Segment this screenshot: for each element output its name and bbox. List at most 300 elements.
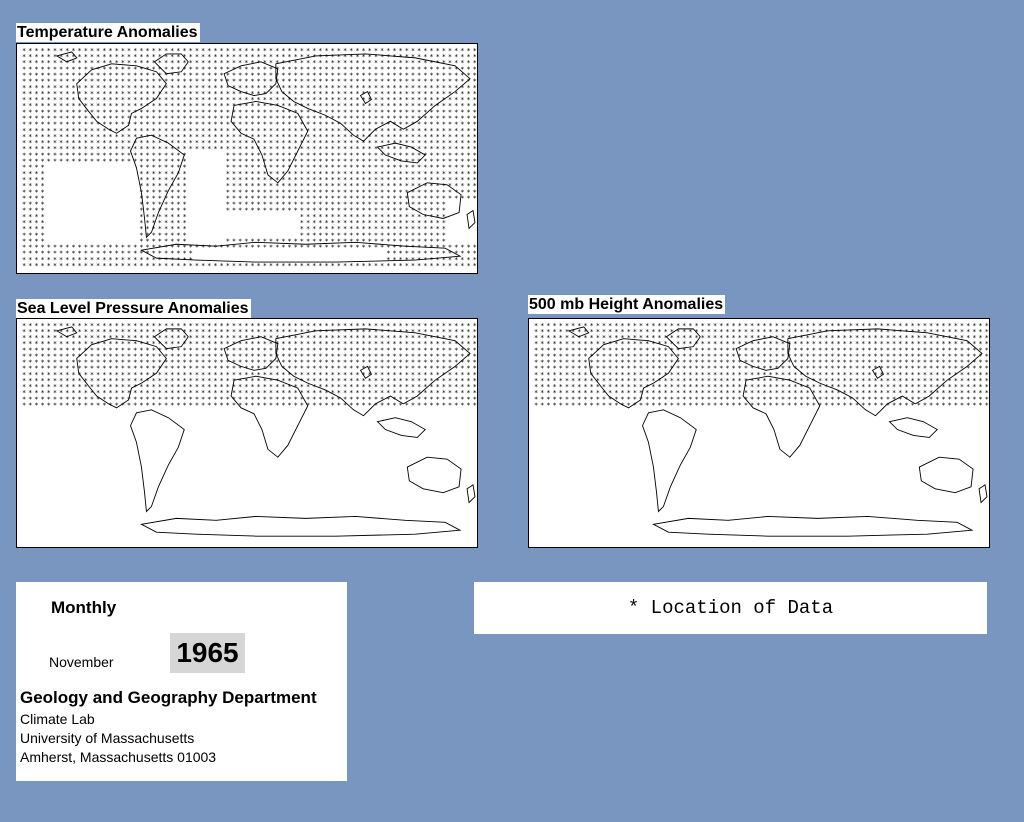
data-marker: *	[213, 376, 218, 385]
data-marker: *	[34, 163, 39, 172]
data-marker: *	[21, 231, 27, 240]
data-marker: *	[305, 102, 311, 111]
data-marker: *	[404, 157, 409, 166]
data-marker: *	[454, 340, 459, 349]
data-marker: *	[392, 188, 397, 197]
data-marker: *	[466, 145, 471, 154]
data-marker: *	[213, 89, 218, 98]
data-marker: *	[262, 151, 267, 160]
data-marker: *	[324, 389, 329, 398]
data-marker: *	[157, 262, 162, 271]
data-marker: *	[780, 364, 786, 373]
data-marker: *	[466, 126, 471, 135]
data-marker: *	[182, 145, 187, 154]
data-marker: *	[102, 249, 107, 258]
data-marker: *	[349, 169, 354, 178]
data-marker: *	[577, 376, 582, 385]
data-marker: *	[324, 206, 329, 215]
data-marker: *	[694, 328, 699, 336]
data-marker: *	[571, 364, 576, 373]
data-marker: *	[34, 231, 39, 240]
data-marker: *	[114, 46, 119, 55]
data-marker: *	[157, 206, 162, 215]
data-marker: *	[305, 243, 311, 252]
data-marker: *	[28, 219, 33, 228]
data-marker: *	[725, 401, 730, 410]
data-marker: *	[404, 249, 409, 258]
data-marker: *	[756, 340, 761, 349]
data-marker: *	[466, 169, 471, 178]
data-marker: *	[460, 157, 465, 166]
data-marker: *	[244, 46, 249, 55]
data-marker: *	[836, 370, 841, 379]
data-marker: *	[626, 370, 631, 379]
data-marker: *	[312, 182, 317, 191]
data-marker: *	[404, 364, 409, 373]
data-marker: *	[34, 169, 39, 178]
data-marker: *	[435, 157, 440, 166]
data-marker: *	[380, 114, 385, 123]
data-marker: *	[102, 59, 107, 68]
data-marker: *	[163, 176, 169, 184]
data-marker: *	[916, 401, 921, 410]
data-marker: *	[373, 188, 379, 197]
data-marker: *	[682, 376, 687, 385]
data-marker: *	[669, 346, 674, 355]
data-marker: *	[367, 231, 372, 240]
data-marker: *	[256, 262, 261, 271]
data-marker: *	[380, 389, 385, 398]
data-marker: *	[892, 370, 897, 379]
data-marker: *	[386, 225, 391, 234]
data-marker: *	[867, 321, 872, 330]
data-marker: *	[120, 389, 125, 398]
data-marker: *	[460, 358, 465, 367]
data-marker: *	[589, 340, 594, 349]
data-marker: *	[386, 59, 391, 68]
data-marker: *	[947, 352, 952, 361]
data-marker: *	[207, 352, 212, 361]
data-marker: *	[145, 139, 150, 148]
data-marker: *	[342, 194, 348, 203]
data-marker: *	[626, 401, 631, 410]
data-marker: *	[386, 255, 391, 264]
data-marker: *	[145, 376, 150, 385]
data-marker: *	[410, 328, 416, 336]
data-marker: *	[454, 83, 459, 92]
data-marker: *	[355, 212, 360, 221]
data-marker: *	[367, 182, 372, 191]
data-marker: *	[768, 346, 773, 355]
data-marker: *	[417, 321, 422, 330]
data-marker: *	[281, 262, 286, 271]
continent-outline	[404, 182, 461, 221]
data-marker: *	[330, 194, 335, 203]
data-marker: *	[238, 376, 243, 385]
data-marker: *	[417, 395, 422, 404]
data-marker: *	[466, 96, 471, 105]
data-marker: *	[768, 389, 773, 398]
data-marker: *	[262, 59, 267, 68]
data-marker: *	[805, 328, 810, 336]
data-marker: *	[120, 370, 125, 379]
data-marker: *	[59, 120, 64, 129]
data-marker: *	[836, 328, 841, 336]
data-marker: *	[102, 352, 107, 361]
data-marker: *	[410, 188, 416, 197]
data-marker: *	[429, 169, 434, 178]
data-marker: *	[398, 46, 403, 55]
data-marker: *	[700, 389, 705, 398]
data-marker: *	[194, 65, 200, 74]
data-marker: *	[182, 370, 187, 379]
data-marker: *	[349, 71, 354, 80]
data-marker: *	[256, 157, 261, 166]
data-marker: *	[910, 352, 915, 361]
data-marker: *	[466, 346, 471, 355]
data-marker: *	[139, 352, 144, 361]
data-marker: *	[904, 346, 909, 355]
data-marker: *	[706, 383, 712, 392]
data-marker: *	[145, 383, 150, 392]
data-marker: *	[380, 83, 385, 92]
data-marker: *	[145, 340, 150, 349]
data-marker: *	[46, 114, 51, 123]
data-marker: *	[398, 395, 403, 404]
data-marker: *	[638, 334, 644, 343]
data-marker: *	[256, 77, 261, 86]
data-marker: *	[305, 46, 311, 55]
data-marker: *	[472, 120, 477, 129]
data-marker: *	[472, 83, 477, 92]
data-marker: *	[170, 225, 175, 234]
data-marker: *	[89, 59, 95, 68]
data-marker: *	[89, 46, 95, 55]
data-marker: *	[417, 53, 422, 62]
data-marker: *	[398, 352, 403, 361]
data-marker: *	[768, 376, 773, 385]
data-marker: *	[799, 389, 804, 398]
data-marker: *	[163, 334, 169, 343]
data-marker: *	[324, 346, 329, 355]
data-marker: *	[546, 401, 551, 410]
data-marker: *	[392, 395, 397, 404]
data-marker: *	[441, 77, 446, 86]
data-marker: *	[170, 383, 175, 392]
data-marker: *	[460, 383, 465, 392]
data-marker: *	[225, 328, 230, 336]
data-marker: *	[89, 126, 95, 135]
data-marker: *	[824, 358, 829, 367]
data-marker: *	[601, 364, 607, 373]
data-marker: *	[225, 334, 230, 343]
data-marker: *	[460, 120, 465, 129]
data-marker: *	[787, 383, 792, 392]
data-marker: *	[472, 194, 477, 203]
data-marker: *	[861, 401, 866, 410]
data-marker: *	[59, 89, 64, 98]
data-marker: *	[238, 53, 243, 62]
data-marker: *	[552, 376, 557, 385]
data-marker: *	[386, 249, 391, 258]
data-marker: *	[447, 358, 453, 367]
data-marker: *	[454, 255, 459, 264]
data-marker: *	[176, 71, 181, 80]
data-marker: *	[423, 59, 428, 68]
data-marker: *	[743, 395, 749, 404]
data-marker: *	[466, 395, 471, 404]
data-marker: *	[830, 364, 835, 373]
data-marker: *	[435, 346, 440, 355]
data-marker: *	[281, 126, 286, 135]
data-marker: *	[170, 65, 175, 74]
data-marker: *	[219, 358, 224, 367]
data-marker: *	[441, 334, 446, 343]
data-marker: *	[429, 89, 434, 98]
data-marker: *	[46, 120, 51, 129]
data-marker: *	[361, 145, 366, 154]
data-marker: *	[244, 53, 249, 62]
data-marker: *	[423, 83, 428, 92]
data-marker: *	[386, 401, 391, 410]
data-marker: *	[824, 376, 829, 385]
data-marker: *	[750, 401, 755, 410]
data-marker: *	[910, 340, 915, 349]
data-marker: *	[219, 364, 224, 373]
data-marker: *	[176, 188, 181, 197]
data-marker: *	[392, 328, 397, 336]
data-marker: *	[743, 328, 749, 336]
data-marker: *	[398, 126, 403, 135]
data-marker: *	[275, 395, 280, 404]
data-marker: *	[194, 102, 200, 111]
data-marker: *	[34, 219, 39, 228]
data-marker: *	[34, 132, 39, 141]
data-marker: *	[71, 262, 76, 271]
data-marker: *	[571, 389, 576, 398]
data-marker: *	[922, 395, 928, 404]
data-marker: *	[447, 126, 453, 135]
data-marker: *	[731, 376, 736, 385]
data-marker: *	[182, 243, 187, 252]
data-marker: *	[404, 243, 409, 252]
data-marker: *	[947, 401, 952, 410]
data-marker: *	[96, 395, 101, 404]
data-marker: *	[398, 139, 403, 148]
data-marker: *	[398, 389, 403, 398]
data-marker: *	[367, 96, 372, 105]
data-marker: *	[429, 249, 434, 258]
data-marker: *	[275, 126, 280, 135]
data-marker: *	[460, 77, 465, 86]
data-marker: *	[96, 370, 101, 379]
data-marker: *	[595, 370, 600, 379]
data-marker: *	[71, 370, 76, 379]
data-marker: *	[77, 96, 82, 105]
data-marker: *	[552, 358, 557, 367]
data-marker: *	[262, 120, 267, 129]
data-marker: *	[472, 114, 477, 123]
data-marker: *	[571, 401, 576, 410]
data-marker: *	[28, 89, 33, 98]
data-marker: *	[120, 151, 125, 160]
data-marker: *	[194, 59, 200, 68]
data-marker: *	[355, 206, 360, 215]
data-marker: *	[398, 255, 403, 264]
data-marker: *	[805, 383, 810, 392]
data-marker: *	[929, 401, 934, 410]
data-marker: *	[52, 389, 58, 398]
data-marker: *	[410, 96, 416, 105]
data-marker: *	[312, 114, 317, 123]
data-marker: *	[59, 46, 64, 55]
data-marker: *	[207, 262, 212, 271]
data-marker: *	[645, 389, 650, 398]
data-marker: *	[688, 401, 693, 410]
data-marker: *	[305, 225, 311, 234]
data-marker: *	[299, 194, 304, 203]
data-marker: *	[361, 364, 366, 373]
data-marker: *	[595, 358, 600, 367]
data-marker: *	[842, 370, 847, 379]
data-marker: *	[441, 370, 446, 379]
data-marker: *	[188, 126, 193, 135]
data-marker: *	[373, 71, 379, 80]
data-marker: *	[256, 139, 261, 148]
data-marker: *	[77, 249, 82, 258]
data-marker: *	[108, 114, 113, 123]
data-marker: *	[151, 370, 156, 379]
data-marker: *	[287, 358, 292, 367]
data-marker: *	[213, 132, 218, 141]
data-marker: *	[281, 389, 286, 398]
data-marker: *	[65, 249, 70, 258]
data-marker: *	[21, 364, 27, 373]
data-marker: *	[336, 395, 341, 404]
data-marker: *	[318, 132, 323, 141]
data-marker: *	[77, 243, 82, 252]
data-marker: *	[52, 346, 58, 355]
data-marker: *	[336, 352, 341, 361]
data-marker: *	[540, 334, 545, 343]
data-marker: *	[429, 157, 434, 166]
data-marker: *	[657, 340, 662, 349]
data-marker: *	[28, 77, 33, 86]
data-marker: *	[83, 83, 88, 92]
data-marker: *	[225, 370, 230, 379]
data-marker: *	[96, 83, 101, 92]
data-marker: *	[892, 346, 897, 355]
data-marker: *	[219, 89, 224, 98]
data-marker: *	[34, 389, 39, 398]
data-marker: *	[34, 89, 39, 98]
data-marker: *	[922, 328, 928, 336]
data-marker: *	[571, 321, 576, 330]
data-marker: *	[441, 83, 446, 92]
data-marker: *	[108, 59, 113, 68]
data-marker: *	[194, 334, 200, 343]
data-marker: *	[429, 46, 434, 55]
slp-map	[16, 318, 478, 548]
data-marker: *	[65, 139, 70, 148]
data-marker: *	[435, 188, 440, 197]
data-marker: *	[324, 188, 329, 197]
data-marker: *	[102, 53, 107, 62]
data-marker: *	[244, 126, 249, 135]
data-marker: *	[669, 383, 674, 392]
data-marker: *	[404, 114, 409, 123]
data-marker: *	[404, 126, 409, 135]
data-marker: *	[466, 188, 471, 197]
data-marker: *	[959, 383, 965, 392]
data-marker: *	[929, 321, 934, 330]
data-marker: *	[151, 53, 156, 62]
data-marker: *	[238, 328, 243, 336]
data-marker: *	[922, 358, 928, 367]
data-marker: *	[398, 243, 403, 252]
data-marker: *	[848, 364, 853, 373]
data-marker: *	[163, 395, 169, 404]
data-marker: *	[583, 358, 588, 367]
data-marker: *	[780, 340, 786, 349]
data-marker: *	[46, 71, 51, 80]
data-marker: *	[774, 340, 779, 349]
data-marker: *	[663, 346, 668, 355]
data-marker: *	[102, 328, 107, 336]
data-marker: *	[423, 243, 428, 252]
data-marker: *	[133, 358, 138, 367]
data-marker: *	[713, 346, 718, 355]
data-marker: *	[151, 46, 156, 55]
data-marker: *	[429, 126, 434, 135]
data-marker: *	[59, 59, 64, 68]
data-marker: *	[238, 151, 243, 160]
data-marker: *	[133, 53, 138, 62]
data-marker: *	[139, 200, 144, 209]
data-marker: *	[836, 321, 841, 330]
continent-outline	[889, 418, 937, 438]
data-marker: *	[355, 71, 360, 80]
data-marker: *	[151, 182, 156, 191]
data-marker: *	[682, 401, 687, 410]
data-marker: *	[151, 102, 156, 111]
data-marker: *	[978, 328, 983, 336]
data-marker: *	[250, 237, 255, 246]
data-marker: *	[941, 358, 946, 367]
data-marker: *	[675, 370, 681, 379]
data-marker: *	[447, 71, 453, 80]
data-marker: *	[28, 163, 33, 172]
data-marker: *	[626, 395, 631, 404]
data-marker: *	[349, 151, 354, 160]
data-marker: *	[460, 364, 465, 373]
data-marker: *	[793, 334, 798, 343]
data-marker: *	[163, 188, 169, 197]
data-marker: *	[213, 145, 218, 154]
data-marker: *	[299, 145, 304, 154]
data-marker: *	[201, 328, 206, 336]
data-marker: *	[213, 340, 218, 349]
data-marker: *	[762, 358, 767, 367]
data-marker: *	[429, 376, 434, 385]
data-marker: *	[435, 139, 440, 148]
data-marker: *	[922, 389, 928, 398]
data-marker: *	[201, 46, 206, 55]
data-marker: *	[65, 102, 70, 111]
data-marker: *	[984, 401, 989, 410]
data-marker: *	[719, 364, 724, 373]
data-marker: *	[324, 262, 329, 271]
